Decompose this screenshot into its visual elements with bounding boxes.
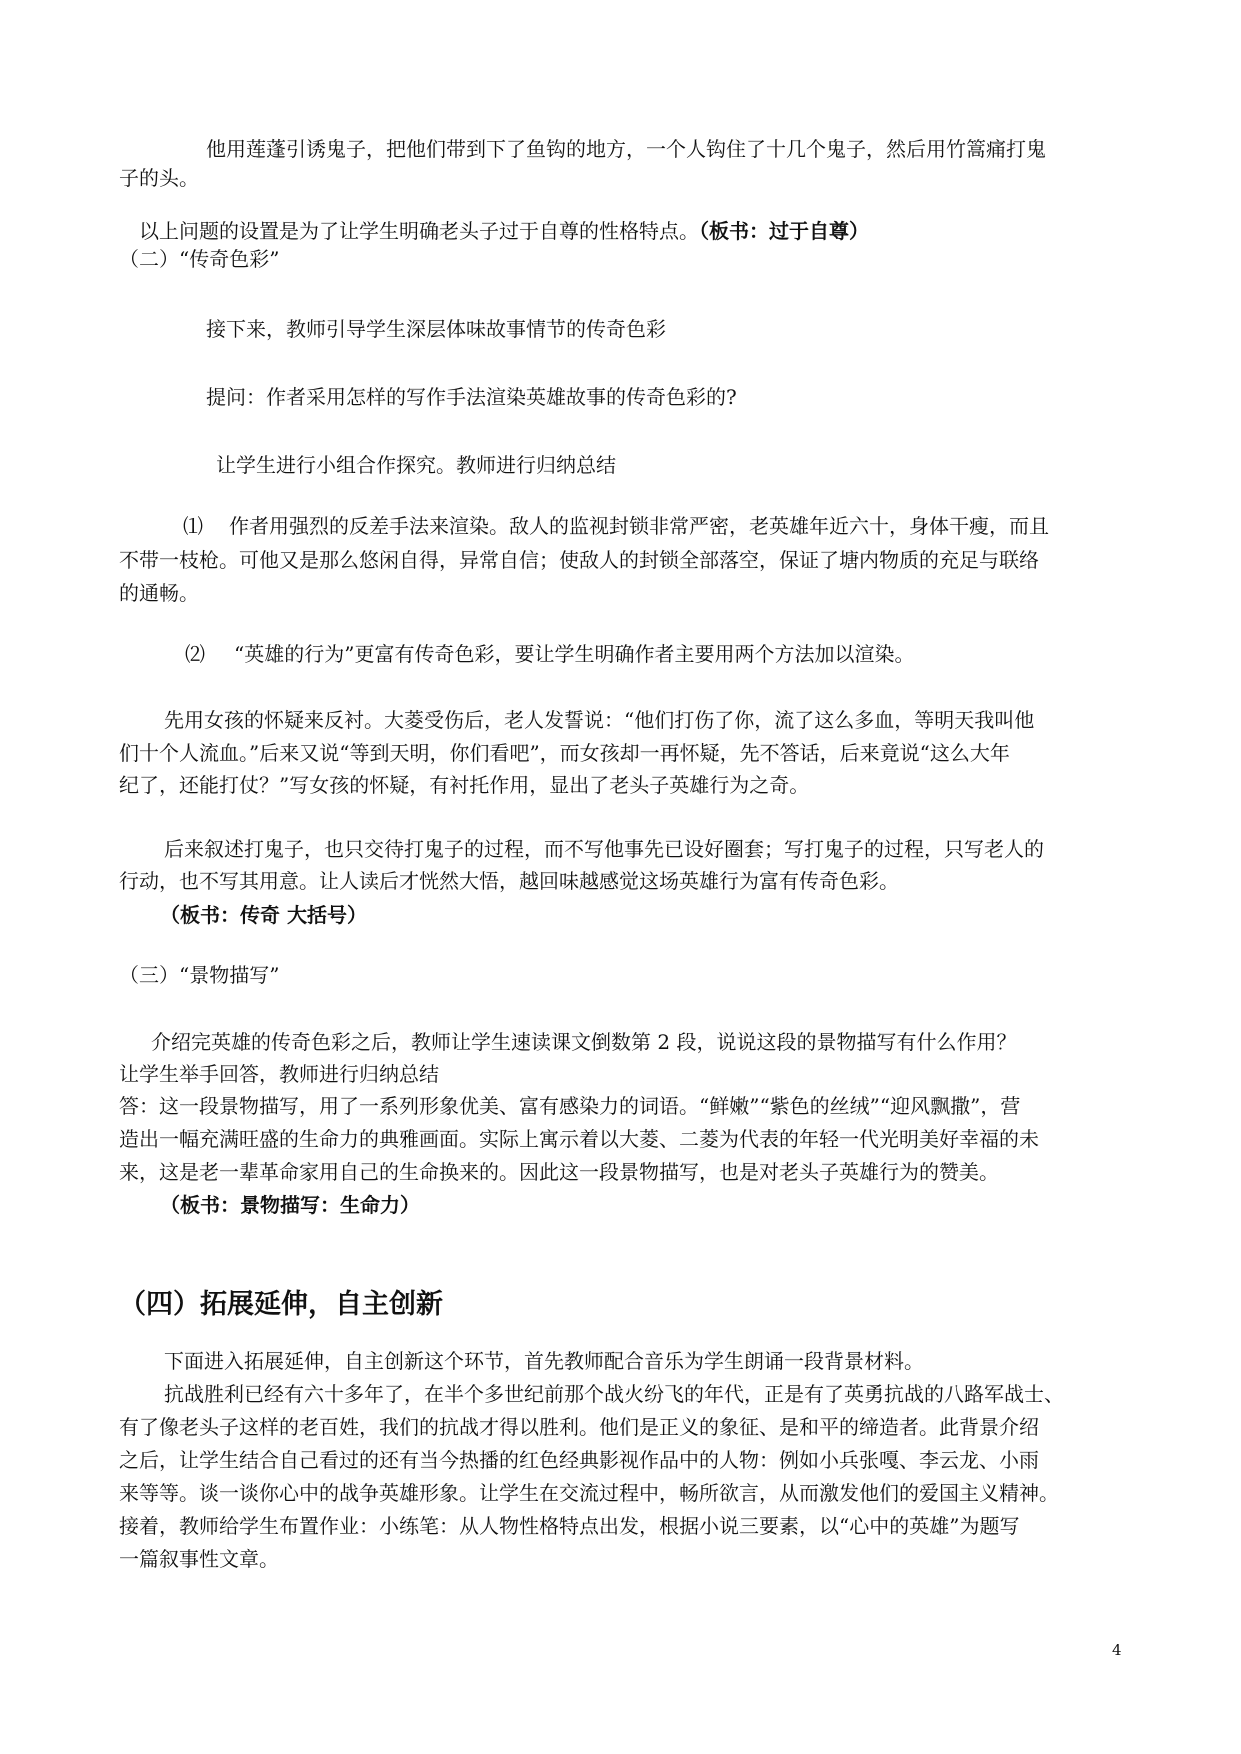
- paragraph-line: 后来叙述打鬼子，也只交待打鬼子的过程，而不写他事先已设好圈套；写打鬼子的过程，只写老人的: [164, 837, 1044, 861]
- paragraph-line: 接着，教师给学生布置作业：小练笔：从人物性格特点出发，根据小说三要素，以“心中的英雄”为题写: [119, 1514, 1020, 1538]
- board-note: （板书：景物描写：生命力）: [160, 1193, 420, 1217]
- paragraph-line: 们十个人流血。”后来又说“等到天明，你们看吧”，而女孩却一再怀疑，先不答话，后来竟说“这么大年: [119, 741, 1010, 765]
- paragraph-line: 让学生举手回答，教师进行归纳总结: [119, 1062, 439, 1086]
- paragraph-line: 接下来，教师引导学生深层体味故事情节的传奇色彩: [206, 317, 666, 341]
- paragraph-line: 来，这是老一辈革命家用自己的生命换来的。因此这一段景物描写，也是对老头子英雄行为的赞美。: [119, 1160, 999, 1184]
- board-note: （板书：传奇 大括号）: [160, 903, 367, 927]
- paragraph-line: 不带一枝枪。可他又是那么悠闲自得，异常自信；使敌人的封锁全部落空，保证了塘内物质的充足与联络: [119, 548, 1039, 572]
- paragraph-line: 行动，也不写其用意。让人读后才恍然大悟，越回味越感觉这场英雄行为富有传奇色彩。: [119, 869, 899, 893]
- board-note: （板书：过于自尊）: [699, 219, 869, 243]
- paragraph-line: 纪了，还能打仗？”写女孩的怀疑，有衬托作用，显出了老头子英雄行为之奇。: [119, 773, 810, 797]
- paragraph-line: 的通畅。: [119, 581, 199, 605]
- list-marker: ⑴: [183, 514, 203, 538]
- paragraph-line: 一篇叙事性文章。: [119, 1547, 279, 1571]
- section-heading-2: （二）“传奇色彩”: [119, 247, 280, 271]
- paragraph-line: 提问：作者采用怎样的写作手法渲染英雄故事的传奇色彩的?: [206, 385, 737, 409]
- paragraph-line: 先用女孩的怀疑来反衬。大菱受伤后，老人发誓说：“他们打伤了你，流了这么多血，等明天我叫他: [164, 708, 1035, 732]
- paragraph-text: 以上问题的设置是为了让学生明确老头子过于自尊的性格特点。: [139, 219, 699, 243]
- paragraph-line: “英雄的行为”更富有传奇色彩，要让学生明确作者主要用两个方法加以渲染。: [234, 642, 915, 666]
- paragraph-line: 他用莲蓬引诱鬼子，把他们带到下了鱼钩的地方，一个人钩住了十几个鬼子，然后用竹篙痛打鬼: [206, 137, 1046, 161]
- paragraph-line: 之后，让学生结合自己看过的还有当今热播的红色经典影视作品中的人物：例如小兵张嘎、李云龙、小雨: [119, 1448, 1039, 1472]
- paragraph-line: 抗战胜利已经有六十多年了，在半个多世纪前那个战火纷飞的年代，正是有了英勇抗战的八路军战士、: [164, 1382, 1064, 1406]
- paragraph-line: [139, 216, 869, 246]
- paragraph-line: 让学生进行小组合作探究。教师进行归纳总结: [216, 453, 616, 477]
- section-heading-4: （四）拓展延伸，自主创新: [119, 1289, 443, 1320]
- paragraph-line: 造出一幅充满旺盛的生命力的典雅画面。实际上寓示着以大菱、二菱为代表的年轻一代光明美好幸福的未: [119, 1127, 1039, 1151]
- paragraph-line: 子的头。: [119, 166, 199, 190]
- paragraph-line: 作者用强烈的反差手法来渲染。敌人的监视封锁非常严密，老英雄年近六十，身体干瘦，而且: [229, 514, 1049, 538]
- list-marker: ⑵: [185, 642, 205, 666]
- paragraph-line: 有了像老头子这样的老百姓，我们的抗战才得以胜利。他们是正义的象征、是和平的缔造者。此背景介绍: [119, 1415, 1039, 1439]
- paragraph-line: 下面进入拓展延伸，自主创新这个环节，首先教师配合音乐为学生朗诵一段背景材料。: [164, 1349, 924, 1373]
- paragraph-line: 介绍完英雄的传奇色彩之后，教师让学生速读课文倒数第 2 段，说说这段的景物描写有什么作用？: [151, 1030, 1017, 1054]
- paragraph-line: 答：这一段景物描写，用了一系列形象优美、富有感染力的词语。“鲜嫩”“紫色的丝绒”“迎风飘撒”，营: [119, 1094, 1021, 1118]
- paragraph-line: 来等等。谈一谈你心中的战争英雄形象。让学生在交流过程中，畅所欲言，从而激发他们的爱国主义精神。: [119, 1481, 1059, 1505]
- page-number: 4: [1112, 1641, 1122, 1659]
- section-heading-3: （三）“景物描写”: [119, 963, 280, 987]
